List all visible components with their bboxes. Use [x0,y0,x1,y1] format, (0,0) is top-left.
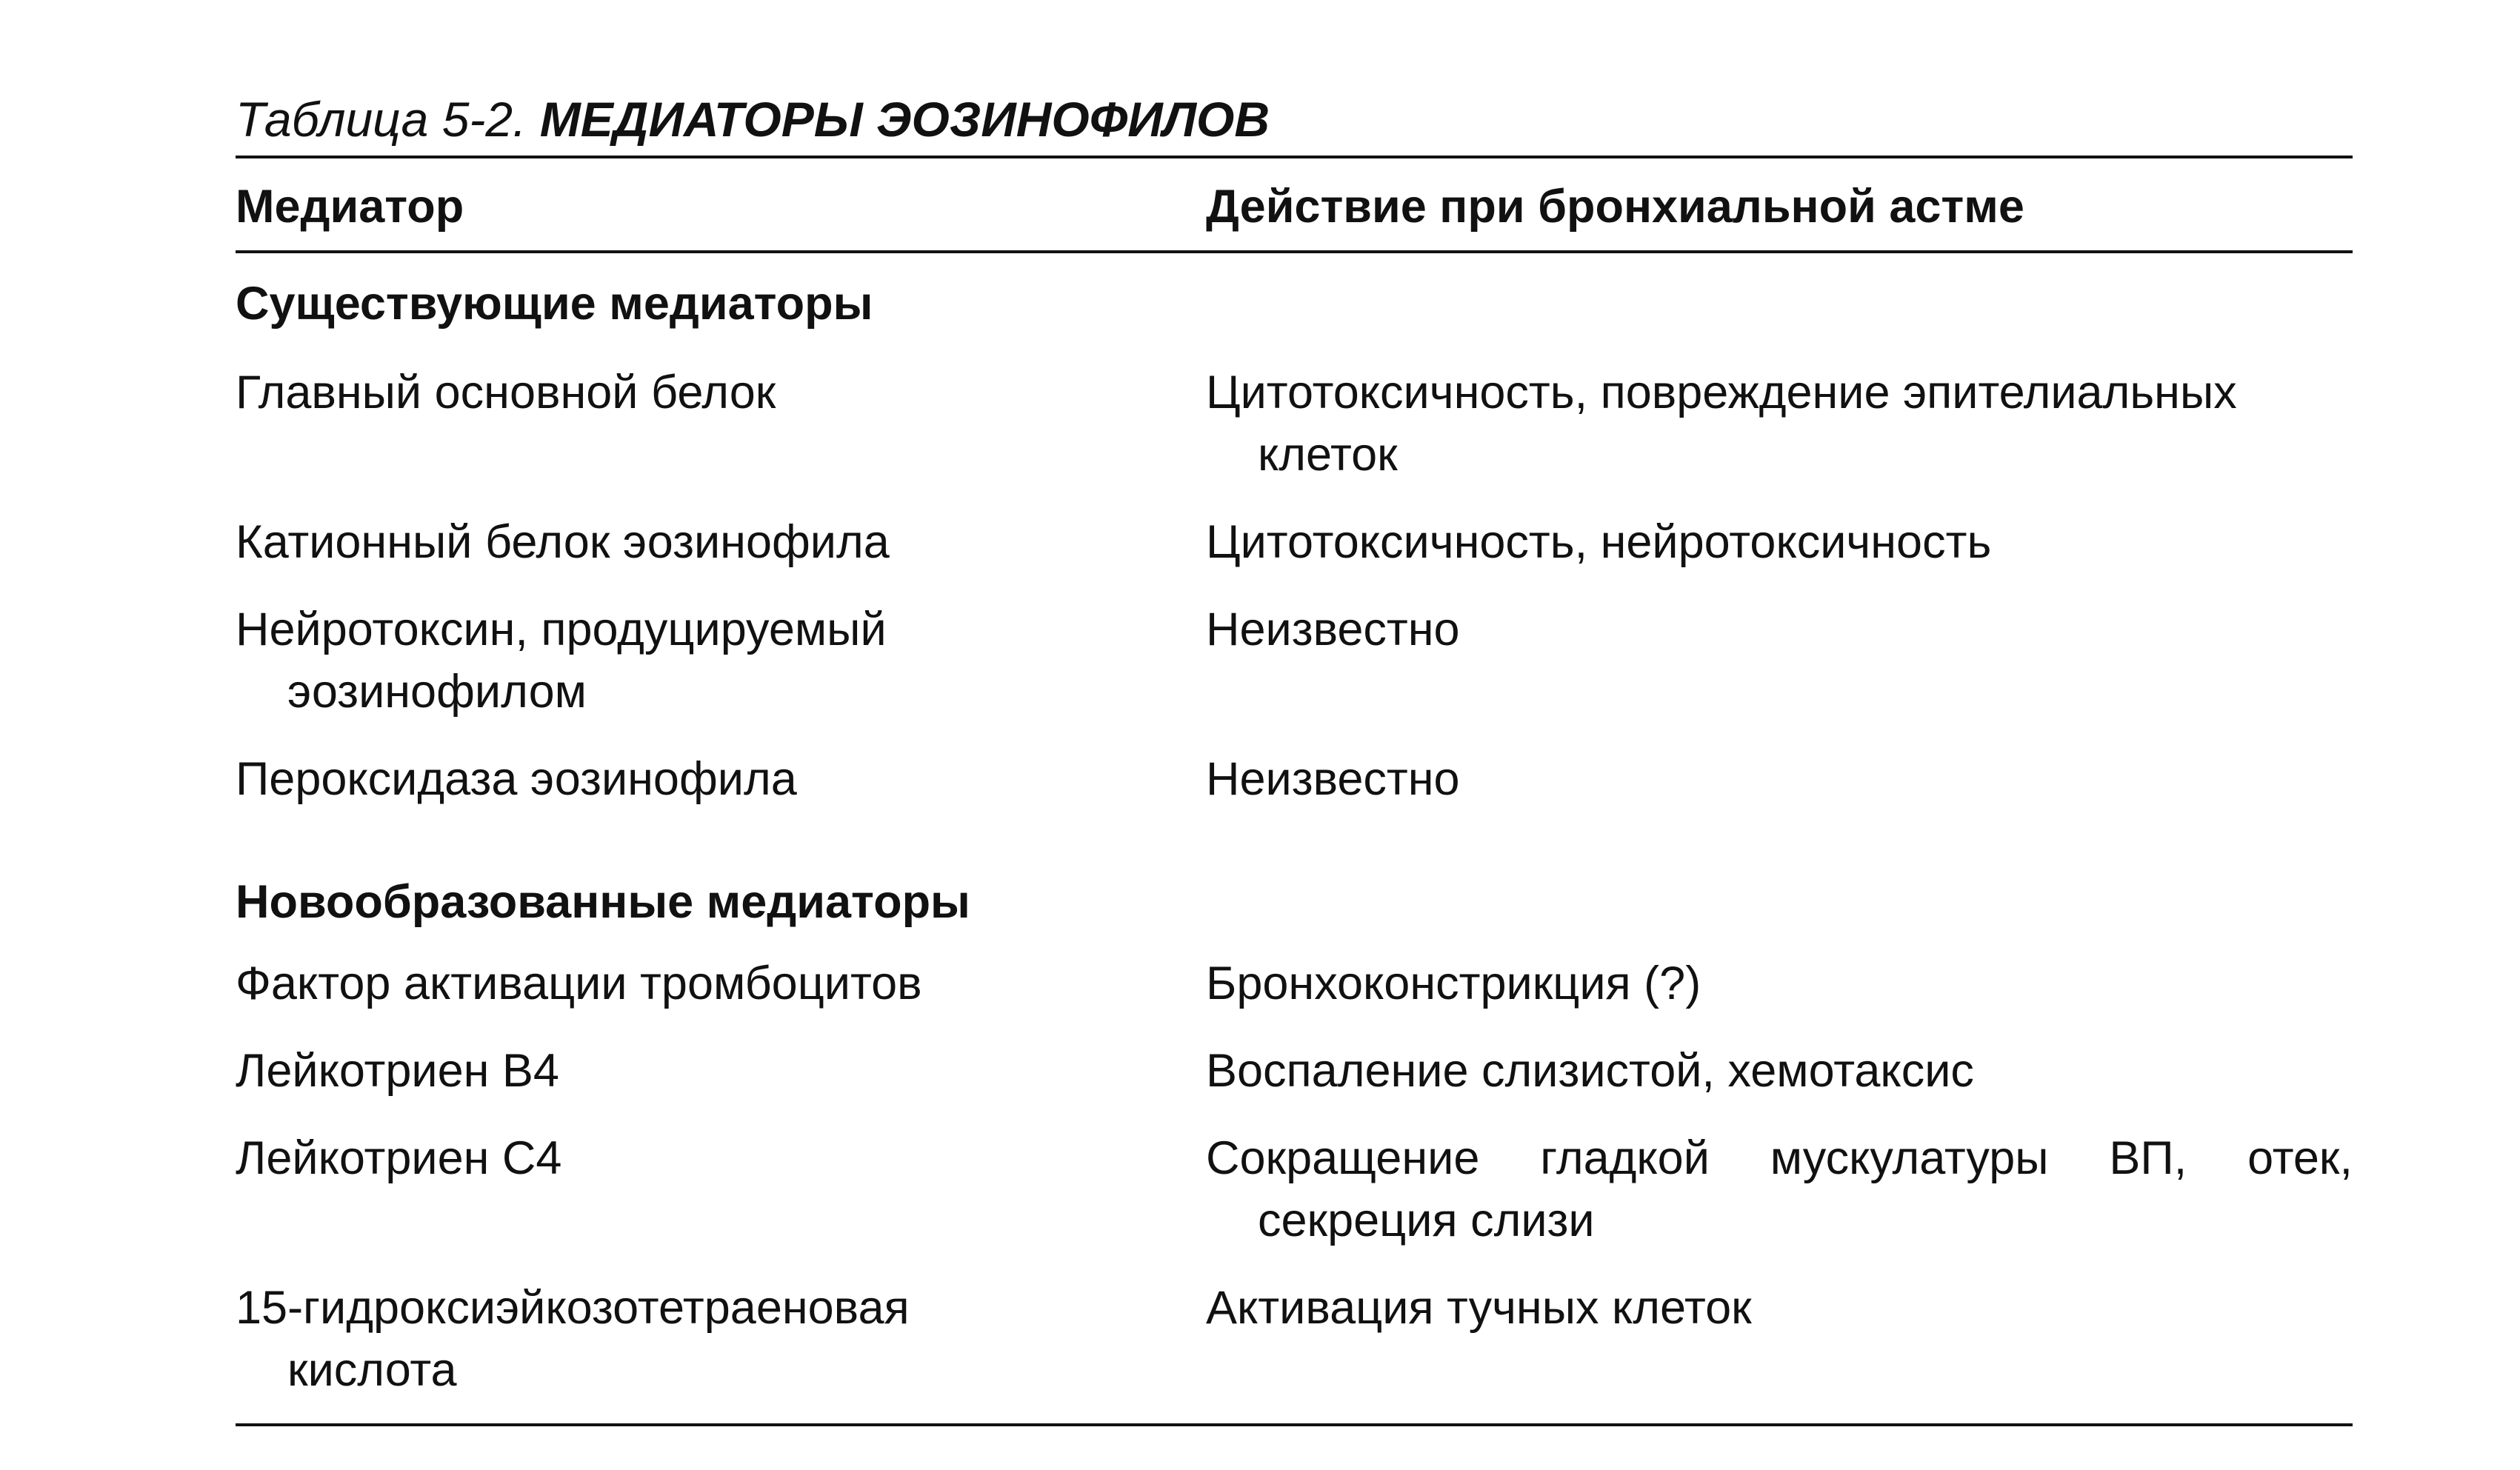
table-row [236,361,2353,486]
action-cell: Воспаление слизистой, хемотаксис [1206,1045,1974,1097]
section-newly-formed-rows [236,952,2353,1401]
action-cell: Цитотоксичность, нейротоксичность [1206,516,1992,568]
mediator-cell: Пероксидаза эозинофила [236,753,797,805]
table-caption [236,89,2353,150]
mediator-cell: Лейкотриен С4 [236,1132,562,1184]
table-row [236,511,2353,573]
mediator-cell: Лейкотриен В4 [236,1045,559,1097]
table-row [236,952,2353,1015]
section-existing-rows [236,361,2353,810]
table-row [236,1127,2353,1252]
header-rule [236,250,2353,253]
table-row [236,598,2353,723]
mediator-cell: Фактор активации тромбоцитов [236,958,922,1009]
mediator-cell: Катионный белок эозинофила [236,516,890,568]
bottom-rule [236,1423,2353,1426]
mediator-cell: Нейротоксин, продуцируемый эозинофилом [236,604,887,718]
header-action: Действие при бронхиальной астме [1206,181,2024,233]
action-cell: Активация тучных клеток [1206,1282,1752,1334]
table-row [236,1040,2353,1102]
mediator-cell: 15-гидроксиэйкозотетраеновая кислота [236,1282,910,1396]
mediators-table [236,89,2353,1426]
action-cell: Бронхоконстрикция (?) [1206,958,1701,1009]
action-cell: Неизвестно [1206,604,1460,655]
caption-title: МЕДИАТОРЫ ЭОЗИНОФИЛОВ [539,92,1270,147]
table-row [236,1277,2353,1401]
header-mediator: Медиатор [236,181,464,233]
action-cell: Цитотоксичность, повреждение эпителиальных клеток [1206,367,2237,481]
caption-prefix: Таблица 5-2. [236,92,527,147]
mediator-cell: Главный основной белок [236,367,776,418]
section-title-existing: Существующие медиаторы [236,278,873,330]
action-cell: Неизвестно [1206,753,1460,805]
section-title-newly-formed: Новообразованные медиаторы [236,876,970,928]
table-row [236,748,2353,810]
table-header [236,158,2353,250]
action-cell: Сокращение гладкой мускулатуры ВП, отек, секреция слизи [1206,1132,2353,1246]
